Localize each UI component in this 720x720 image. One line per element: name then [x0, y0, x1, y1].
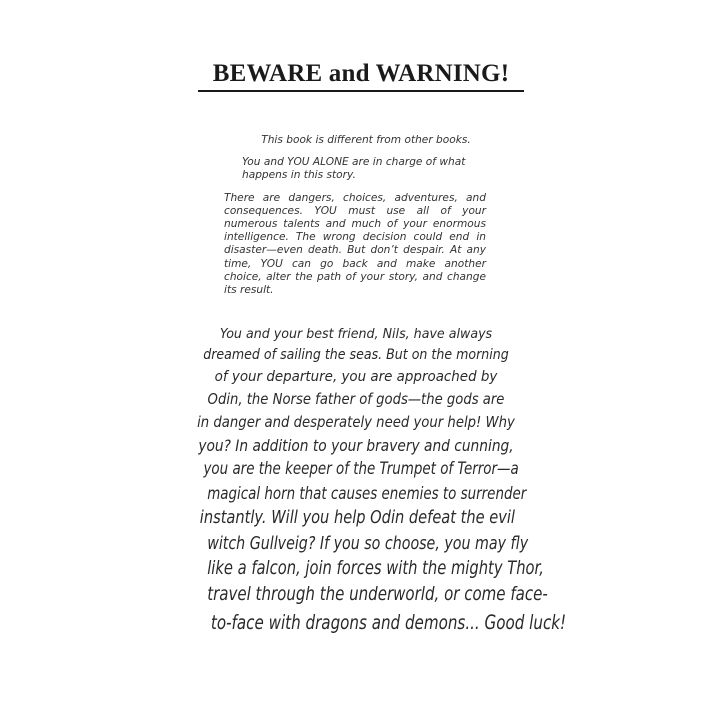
blurb-line: you are the keeper of the Trumpet of Terror—a: [203, 459, 519, 478]
title-block: [198, 58, 524, 92]
blurb-line: instantly. Will you help Odin defeat the evil: [199, 507, 515, 528]
intro-block: [216, 134, 506, 306]
blurb-line: to-face with dragons and demons... Good luck!: [210, 610, 567, 634]
blurb-line: of your departure, you are approached by: [214, 368, 498, 385]
blurb-line: witch Gullveig? If you so choose, you may fly: [207, 532, 529, 554]
blurb-line: like a falcon, join forces with the mighty Thor,: [207, 558, 544, 579]
intro-paragraph-2: You and YOU ALONE are in charge of what happens in this story.: [242, 156, 466, 182]
intro-paragraph-3: There are dangers, choices, adventures, and consequences. YOU must use all of your numerous talents and much of your enormous intelligence. The wrong decision could end in disaster—even death. But don’t despair. At any time, YOU can go back and make another choice, alter the path of your story, and change its result.: [224, 191, 486, 297]
page-title: BEWARE and WARNING!: [212, 60, 510, 87]
main-blurb: [170, 324, 567, 636]
intro-paragraph-1: This book is different from other books.: [261, 134, 471, 146]
blurb-line: you? In addition to your bravery and cunning,: [198, 435, 514, 455]
blurb-line: in danger and desperately need your help! Why: [197, 412, 515, 431]
blurb-line: magical horn that causes enemies to surrender: [207, 483, 527, 503]
blurb-line: You and your best friend, Nils, have always: [219, 326, 493, 342]
blurb-line: travel through the underworld, or come face-: [207, 584, 548, 605]
blurb-line: Odin, the Norse father of gods—the gods are: [207, 390, 505, 408]
title-underline: [198, 90, 524, 92]
blurb-line: dreamed of sailing the seas. But on the morning: [203, 347, 509, 363]
